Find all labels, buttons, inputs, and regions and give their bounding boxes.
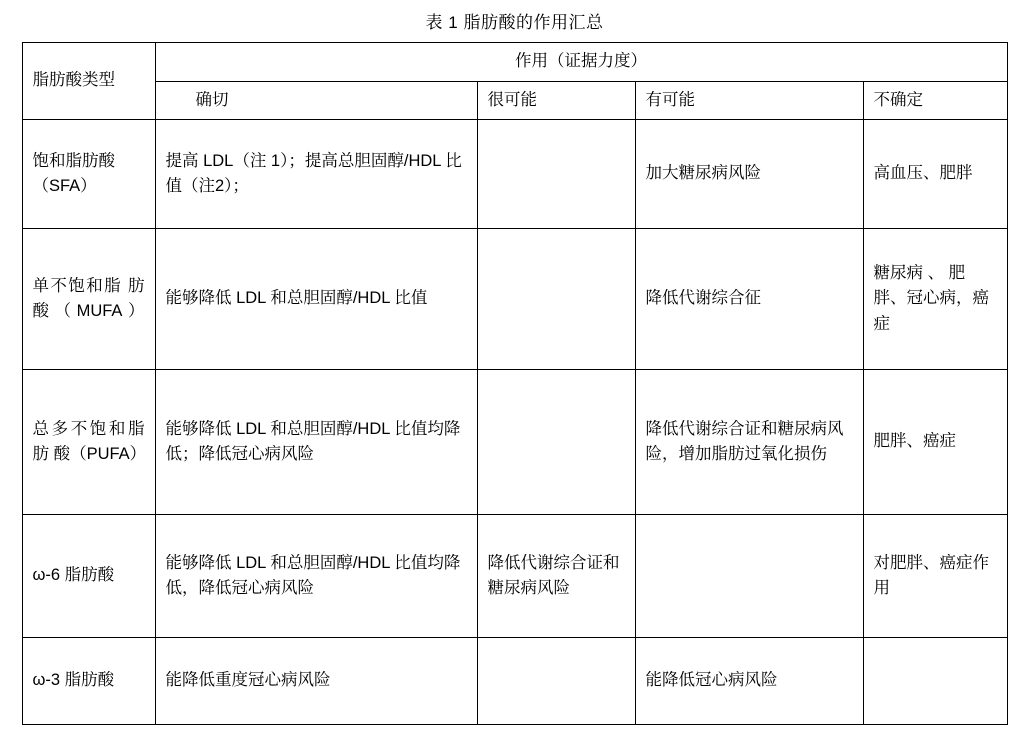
- cell-sfa-possible: 加大糖尿病风险: [635, 120, 863, 229]
- header-effects-group: 作用（证据力度）: [155, 43, 1007, 82]
- cell-omega3-uncertain: [863, 638, 1007, 725]
- row-type-sfa: 饱和脂肪酸（SFA）: [22, 120, 155, 229]
- table-caption: 表 1 脂肪酸的作用汇总: [425, 13, 604, 32]
- cell-omega3-possible: 能降低冠心病风险: [635, 638, 863, 725]
- cell-pufa-possible: 降低代谢综合证和糖尿病风险，增加脂肪过氧化损伤: [635, 370, 863, 515]
- table-row: [22, 229, 1007, 370]
- cell-sfa-definite: 提高 LDL（注 1）；提高总胆固醇/HDL 比值（注2）；: [155, 120, 477, 229]
- row-type-omega6: ω-6 脂肪酸: [22, 515, 155, 638]
- header-fatty-acid-type: 脂肪酸类型: [22, 43, 155, 120]
- row-type-mufa: 单不饱和脂 肪 酸（MUFA）: [22, 229, 155, 370]
- cell-omega3-very-likely: [477, 638, 635, 725]
- cell-omega6-uncertain: 对肥胖、癌症作用: [863, 515, 1007, 638]
- cell-sfa-very-likely: [477, 120, 635, 229]
- table-row: [22, 120, 1007, 229]
- header-uncertain: 不确定: [863, 81, 1007, 120]
- table-body: [22, 120, 1007, 725]
- cell-pufa-very-likely: [477, 370, 635, 515]
- table-row: [22, 515, 1007, 638]
- row-type-pufa: 总多不饱和脂 肪 酸（PUFA）: [22, 370, 155, 515]
- cell-pufa-uncertain: 肥胖、癌症: [863, 370, 1007, 515]
- cell-mufa-very-likely: [477, 229, 635, 370]
- cell-omega3-definite: 能降低重度冠心病风险: [155, 638, 477, 725]
- cell-mufa-possible: 降低代谢综合征: [635, 229, 863, 370]
- cell-omega6-possible: [635, 515, 863, 638]
- cell-mufa-definite: 能够降低 LDL 和总胆固醇/HDL 比值: [155, 229, 477, 370]
- fatty-acid-summary-table: [22, 42, 1008, 725]
- row-type-omega3: ω-3 脂肪酸: [22, 638, 155, 725]
- cell-omega6-definite: 能够降低 LDL 和总胆固醇/HDL 比值均降低，降低冠心病风险: [155, 515, 477, 638]
- header-row-group: [22, 43, 1007, 82]
- cell-mufa-uncertain: 糖尿病 、 肥胖、冠心病，癌症: [863, 229, 1007, 370]
- cell-sfa-uncertain: 高血压、肥胖: [863, 120, 1007, 229]
- table-header: [22, 43, 1007, 120]
- cell-omega6-very-likely: 降低代谢综合证和糖尿病风险: [477, 515, 635, 638]
- table-row: [22, 638, 1007, 725]
- header-possible: 有可能: [635, 81, 863, 120]
- header-row-sub: [22, 81, 1007, 120]
- cell-pufa-definite: 能够降低 LDL 和总胆固醇/HDL 比值均降低；降低冠心病风险: [155, 370, 477, 515]
- header-very-likely: 很可能: [477, 81, 635, 120]
- table-row: [22, 370, 1007, 515]
- header-definite: 确切: [155, 81, 477, 120]
